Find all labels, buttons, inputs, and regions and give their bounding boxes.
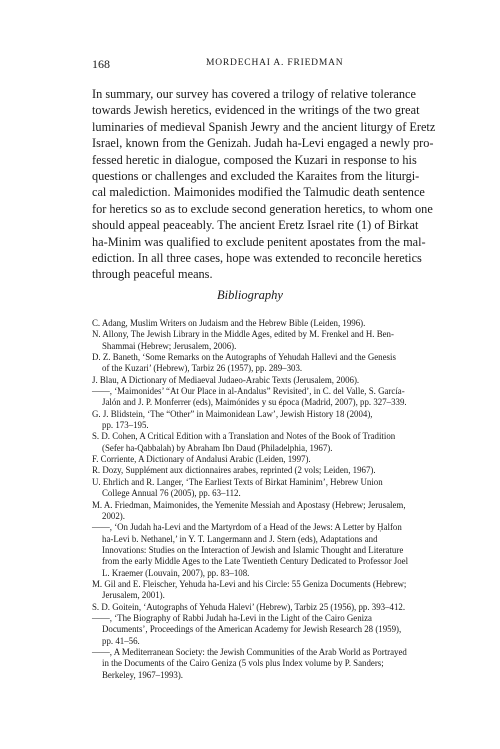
page-number: 168 xyxy=(92,57,110,71)
bibliography-entry-line: S. D. Cohen, A Critical Edition with a Translation and Notes of the Book of Tradition xyxy=(92,431,396,442)
bibliography-entry xyxy=(92,477,412,500)
body-line: ha-Minim was qualified to exclude penitent apostates from the mal- xyxy=(92,234,426,249)
bibliography-entry xyxy=(92,386,412,409)
bibliography-entry-line: College Annual 76 (2005), pp. 63–112. xyxy=(102,488,241,499)
bibliography-entry-line: M. A. Friedman, Maimonides, the Yemenite Messiah and Apostasy (Hebrew; Jerusalem, xyxy=(92,499,406,510)
bibliography-entry xyxy=(92,500,412,523)
bibliography-entry xyxy=(92,647,412,681)
bibliography-entry-line: in the Documents of the Cairo Geniza (5 vols plus Index volume by P. Sanders; xyxy=(102,658,384,669)
bibliography-entry xyxy=(92,318,412,329)
body-line: towards Jewish heretics, evidenced in the writings of the two great xyxy=(92,103,420,118)
bibliography-entry-line: Innovations: Studies on the Interaction of Jewish and Islamic Thought and Literature xyxy=(102,544,404,555)
bibliography-entry-line: (Sefer ha-Qabbalah) by Abraham Ibn Daud (Philadelphia, 1967). xyxy=(102,442,333,453)
bibliography-entry-line: S. D. Goitein, ‘Autographs of Yehuda Halevi’ (Hebrew), Tarbiz 25 (1956), pp. 393–412. xyxy=(92,601,406,612)
body-line: Israel, known from the Genizah. Judah ha-Levi engaged a newly pro- xyxy=(92,136,434,151)
bibliography-entry-line: C. Adang, Muslim Writers on Judaism and the Hebrew Bible (Leiden, 1996). xyxy=(92,318,366,328)
bibliography-entry-line: from the early Middle Ages to the Late Twentieth Century Dedicated to Professor Joel xyxy=(102,556,409,567)
bibliography-entry-line: Berkeley, 1967–1993). xyxy=(102,669,184,680)
bibliography-entry-line: pp. 173–195. xyxy=(102,420,149,431)
bibliography-entry-line: N. Allony, The Jewish Library in the Middle Ages, edited by M. Frenkel and H. Ben- xyxy=(92,329,394,340)
bibliography-entry-line: of the Kuzari’ (Hebrew), Tarbiz 26 (1957), pp. 289–303. xyxy=(102,363,303,374)
bibliography-entry xyxy=(92,454,412,465)
bibliography-entry xyxy=(92,375,412,386)
bibliography-entry xyxy=(92,465,412,476)
bibliography-entry xyxy=(92,352,412,375)
bibliography-entry-line: Jerusalem, 2001). xyxy=(102,590,165,601)
bibliography-entry xyxy=(92,579,412,602)
bibliography-entry-line: Jalón and J. P. Monferrer (eds), Maimónides y su época (Madrid, 2007), pp. 327–339. xyxy=(102,397,407,408)
bibliography-entry-line: ha-Levi b. Nethanel,’ in Y. T. Langermann and J. Stern (eds), Adaptations and xyxy=(102,533,378,544)
bibliography-entry-line: pp. 41–56. xyxy=(102,635,140,646)
bibliography-entry-line: ——, ‘The Biography of Rabbi Judah ha-Levi in the Light of the Cairo Geniza xyxy=(92,612,372,623)
bibliography-entry-line: F. Corriente, A Dictionary of Andalusi Arabic (Leiden, 1997). xyxy=(92,454,311,465)
body-line: ediction. In all three cases, hope was extended to reconcile heretics xyxy=(92,251,422,266)
body-line: should appeal peaceably. The ancient Eretz Israel rite (1) of Birkat xyxy=(92,218,419,233)
body-line: In summary, our survey has covered a trilogy of relative tolerance xyxy=(92,87,416,101)
bibliography-entry xyxy=(92,431,412,454)
bibliography-entry-line: Documents’, Proceedings of the American Academy for Jewish Research 28 (1959), xyxy=(102,624,402,635)
bibliography-entry-line: L. Kraemer (Louvain, 2007), pp. 83–108. xyxy=(102,567,250,578)
body-line: through peaceful means. xyxy=(92,267,213,282)
bibliography-entry-line: ——, ‘On Judah ha-Levi and the Martyrdom of a Head of the Jews: A Letter by Ḥalfon xyxy=(92,522,402,533)
summary-paragraph xyxy=(92,86,436,283)
running-head: MORDECHAI A. FRIEDMAN xyxy=(206,58,344,68)
bibliography-entry-line: M. Gil and E. Fleischer, Yehuda ha-Levi and his Circle: 55 Geniza Documents (Hebrew; xyxy=(92,578,407,589)
bibliography-entry xyxy=(92,409,412,432)
body-line: for heretics so as to exclude second generation heretics, to whom one xyxy=(92,201,433,216)
bibliography-entry-line: U. Ehrlich and R. Langer, ‘The Earliest Texts of Birkat Haminim’, Hebrew Union xyxy=(92,476,383,487)
body-line: questions or challenges and excluded the Karaites from the liturgi- xyxy=(92,169,420,184)
bibliography-entry xyxy=(92,613,412,647)
body-line: luminaries of medieval Spanish Jewry and the ancient liturgy of Eretz xyxy=(92,119,436,134)
bibliography-entry-line: D. Z. Baneth, ‘Some Remarks on the Autographs of Yehudah Hallevi and the Genesis xyxy=(92,352,396,363)
bibliography-entry-line: Shammai (Hebrew; Jerusalem, 2006). xyxy=(102,340,237,351)
bibliography-entry xyxy=(92,522,412,579)
bibliography-entry-line: J. Blau, A Dictionary of Mediaeval Judaeo-Arabic Texts (Jerusalem, 2006). xyxy=(92,374,360,385)
bibliography-entry-line: G. J. Blidstein, ‘The “Other” in Maimonidean Law’, Jewish History 18 (2004), xyxy=(92,408,373,419)
bibliography-entry-line: ——, A Mediterranean Society: the Jewish Communities of the Arab World as Portrayed xyxy=(92,646,407,657)
bibliography-entry-line: 2002). xyxy=(102,510,125,521)
bibliography-entry-line: R. Dozy, Supplément aux dictionnaires arabes, reprinted (2 vols; Leiden, 1967). xyxy=(92,465,376,476)
bibliography-entry xyxy=(92,602,412,613)
bibliography-heading: Bibliography xyxy=(217,288,283,302)
bibliography-entry xyxy=(92,329,412,352)
bibliography-list xyxy=(92,318,412,681)
body-line: fessed heretic in dialogue, composed the Kuzari in response to his xyxy=(92,152,417,167)
body-line: cal malediction. Maimonides modified the Talmudic death sentence xyxy=(92,185,425,200)
bibliography-entry-line: ——, ‘Maimonides’ “At Our Place in al-Andalus” Revisited’, in C. del Valle, S. García- xyxy=(92,386,405,397)
